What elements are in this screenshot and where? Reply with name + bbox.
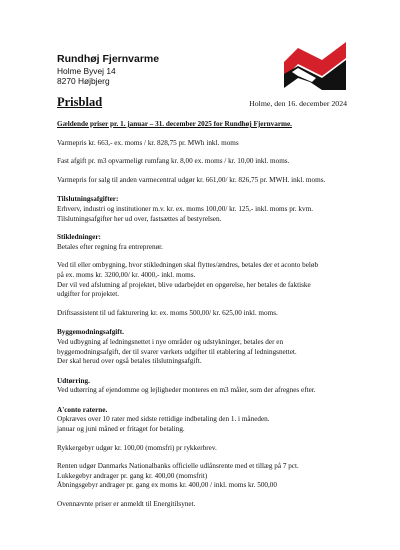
stik-heading: Stikledninger: [57, 233, 101, 242]
stik-para-line4: udgifter for projektet. [57, 290, 120, 299]
rykker-text: Rykkergebyr udgør kr. 100,00 (momsfri) pr rykkerbrev. [57, 443, 217, 452]
company-address-street: Holme Byvej 14 [57, 65, 116, 76]
document-body [57, 120, 357, 510]
footer-note: Ovennævnte priser er anmeldt til Energitilsynet. [57, 500, 196, 509]
stik-para-line1: Ved til eller ombygning, hvor stikledningen skal flyttes/ændres, betales der et aconto beløb [57, 261, 319, 270]
varmepris-text: Varmepris kr. 663,- ex. moms / kr. 828,75 pr. MWh inkl. moms [57, 138, 239, 147]
bygge-line2: byggemodningsafgift, der til svarer værkets udgifter til etablering af ledningsnettet. [57, 347, 297, 356]
title-row [57, 95, 347, 109]
period-heading: Gældende priser pr. 1. januar – 31. december 2025 for Rundhøj Fjernvarme. [57, 120, 292, 128]
stik-para-line2: på ex. moms kr. 3200,00/ kr. 4000,- inkl. moms. [57, 270, 196, 279]
tilslutning-line2: Tilslutningsafgifter her ud over, fastsættes af bestyrelsen. [57, 214, 222, 223]
fast-afgift-text: Fast afgift pr. m3 opvarmeligt rumfang kr. 8,00 ex. moms / kr. 10,00 inkl. moms. [57, 157, 290, 166]
stik-para-line3: Der vil ved afslutning af projektet, blive udarbejdet en opgørelse, her betales de faktiske [57, 280, 311, 289]
bygge-heading: Byggemodningsafgift. [57, 328, 124, 337]
tilslutning-heading: Tilslutningsafgifter: [57, 195, 119, 204]
stik-line1: Betales efter regning fra entreprenør. [57, 242, 163, 251]
aconto-heading: A'conto raterne. [57, 405, 108, 414]
drift-text: Driftsassistent til ud fakturering kr. ex. moms 500,00/ kr. 625,00 inkl. moms. [57, 308, 278, 317]
company-logo [282, 38, 348, 94]
company-block [57, 54, 159, 87]
company-name: Rundhøj Fjernvarme [57, 53, 160, 65]
aconto-line1: Opkræves over 10 rater med sidste rettidige indbetaling den 1. i måneden. [57, 415, 270, 424]
udtorring-line1: Ved udtørring af ejendomme og lejligheder monteres en m3 måler, som der afregnes efter. [57, 386, 316, 395]
rente-line1: Renten udgør Danmarks Nationalbanks officielle udlånsrente med et tillæg på 7 pct. [57, 462, 299, 471]
rente-line2: Lukkegebyr andrager pr. gang kr. 400,00 (momsfrit) [57, 471, 208, 480]
varmepris-salg-text: Varmepris for salg til anden varmecentral udgør kr. 661,00/ kr. 826,75 pr. MWH. inkl. moms. [57, 175, 326, 184]
company-address-city: 8270 Højbjerg [57, 76, 110, 86]
bygge-line3: Der skal herud over også betales tilslutningsafgift. [57, 357, 202, 366]
aconto-line2: januar og juni måned er fritaget for betaling. [57, 425, 185, 434]
place-date: Holme, den 16. december 2024 [249, 99, 347, 108]
bygge-line1: Ved udbygning af ledningsnettet i nye områder og udstykninger, betales der en [57, 337, 284, 346]
page-title: Prisblad [57, 95, 103, 109]
tilslutning-line1: Erhverv, industri og institutioner m.v. kr. ex. moms 100,00/ kr. 125,- inkl. moms pr. kvm. [57, 204, 314, 213]
rente-line3: Åbningsgebyr andrager pr. gang ex moms kr. 400,00 / inkl. moms kr. 500,00 [57, 481, 277, 490]
udtorring-heading: Udtørring. [57, 376, 90, 385]
